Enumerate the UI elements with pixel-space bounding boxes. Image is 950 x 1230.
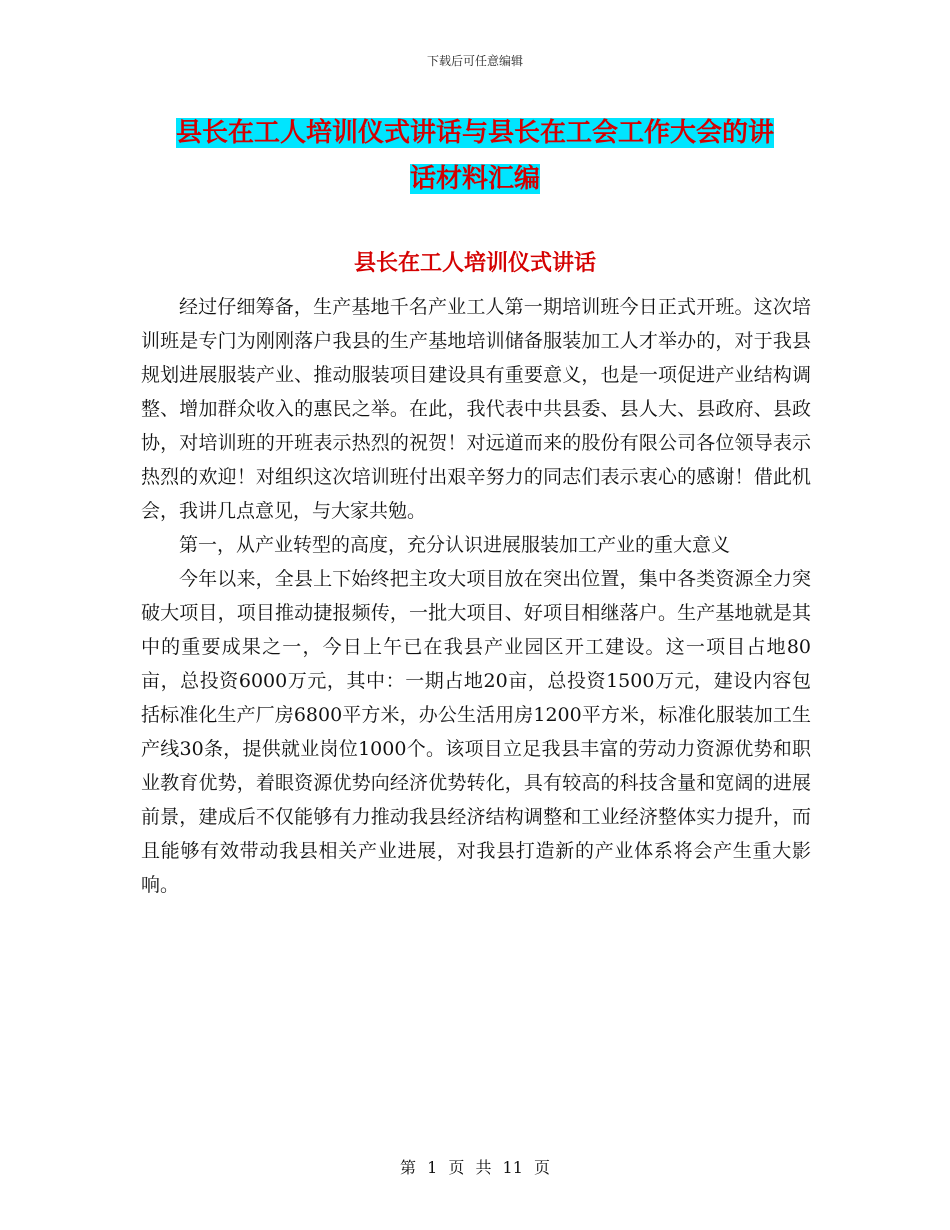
document-title-line2: 话材料汇编 xyxy=(409,164,540,194)
document-title-line1: 县长在工人培训仪式讲话与县长在工会工作大会的讲 xyxy=(175,118,774,148)
page-number-footer: 第 1 页 共 11 页 xyxy=(400,1158,550,1177)
document-title xyxy=(140,110,810,202)
paragraph: 经过仔细筹备，生产基地千名产业工人第一期培训班今日正式开班。这次培训班是专门为刚刚落户我县的生产基地培训储备服装加工人才举办的，对于我县规划进展服装产业、推动服装项目建设具有重要意义，也是一项促进产业结构调整、增加群众收入的惠民之举。在此，我代表中共县委、县人大、县政府、县政协，对培训班的开班表示热烈的祝贺！对远道而来的股份有限公司各位领导表示热烈的欢迎！对组织这次培训班付出艰辛努力的同志们表示衷心的感谢！借此机会，我讲几点意见，与大家共勉。 xyxy=(141,296,811,522)
paragraph: 今年以来，全县上下始终把主攻大项目放在突出位置，集中各类资源全力突破大项目，项目推动捷报频传，一批大项目、好项目相继落户。生产基地就是其中的重要成果之一，今日上午已在我县产业园区开工建设。这一项目占地80亩，总投资6000万元，其中：一期占地20亩，总投资1500万元，建设内容包括标准化生产厂房6800平方米，办公生活用房1200平方米，标准化服装加工生产线30条，提供就业岗位1000个。该项目立足我县丰富的劳动力资源优势和职业教育优势，着眼资源优势向经济优势转化，具有较高的科技含量和宽阔的进展前景，建成后不仅能够有力推动我县经济结构调整和工业经济整体实力提升，而且能够有效带动我县相关产业进展，对我县打造新的产业体系将会产生重大影响。 xyxy=(141,568,811,896)
header-note: 下载后可任意编辑 xyxy=(426,54,523,68)
paragraph: 第一，从产业转型的高度，充分认识进展服装加工产业的重大意义 xyxy=(179,534,731,556)
section-title: 县长在工人培训仪式讲话 xyxy=(353,251,596,276)
document-body xyxy=(141,290,811,902)
